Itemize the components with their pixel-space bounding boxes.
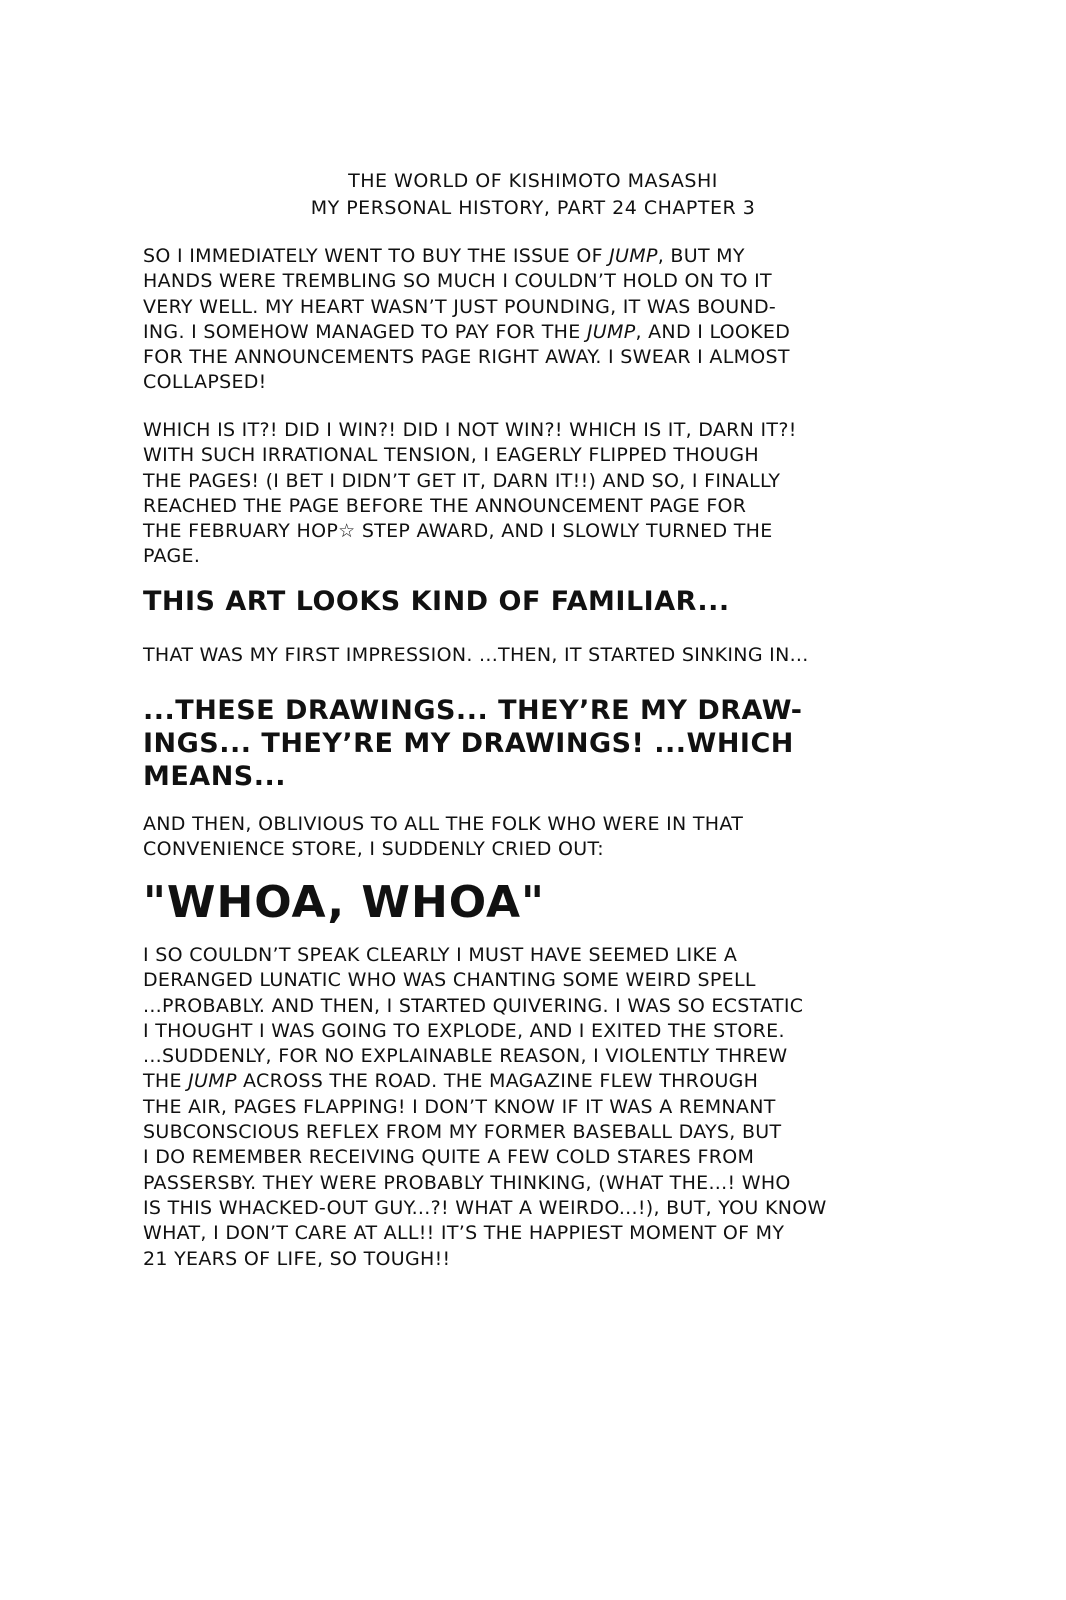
- bold-line: MEANS...: [143, 761, 287, 792]
- text-line: 21 YEARS OF LIFE, SO TOUGH!!: [143, 1247, 451, 1270]
- paragraph-4: [143, 812, 883, 863]
- paragraph-5: [143, 943, 883, 1272]
- paragraph-1: [143, 244, 883, 396]
- text-line: AND THEN, OBLIVIOUS TO ALL THE FOLK WHO WERE IN THAT: [143, 813, 744, 835]
- page-header: [0, 168, 1066, 222]
- text-line: PASSERSBY. THEY WERE PROBABLY THINKING, (WHAT THE...! WHO: [143, 1171, 791, 1194]
- text-line: THE JUMP ACROSS THE ROAD. THE MAGAZINE FLEW THROUGH: [143, 1070, 759, 1093]
- text-line: DERANGED LUNATIC WHO WAS CHANTING SOME WEIRD SPELL: [143, 969, 756, 992]
- bold-line: INGS... THEY’RE MY DRAWINGS! ...WHICH: [143, 728, 794, 759]
- text-line: WITH SUCH IRRATIONAL TENSION, I EAGERLY FLIPPED THOUGH: [143, 444, 759, 467]
- text-line: ...SUDDENLY, FOR NO EXPLAINABLE REASON, I VIOLENTLY THREW: [143, 1045, 788, 1068]
- header-title: THE WORLD OF KISHIMOTO MASASHI: [348, 170, 718, 192]
- bold-exclamation-1: THIS ART LOOKS KIND OF FAMILIAR...: [143, 586, 730, 617]
- text-line: PAGE.: [143, 545, 201, 568]
- text-line: CONVENIENCE STORE, I SUDDENLY CRIED OUT:: [143, 838, 605, 861]
- text-line: I DO REMEMBER RECEIVING QUITE A FEW COLD STARES FROM: [143, 1146, 755, 1169]
- text-line: IS THIS WHACKED-OUT GUY...?! WHAT A WEIRDO...!), BUT, YOU KNOW: [143, 1196, 827, 1219]
- text-line: THE PAGES! (I BET I DIDN’T GET IT, DARN IT!!) AND SO, I FINALLY: [143, 469, 781, 492]
- text-line: THE FEBRUARY HOP☆ STEP AWARD, AND I SLOWLY TURNED THE: [143, 520, 773, 543]
- whoa-shout: "WHOA, WHOA": [143, 877, 545, 928]
- text-line: FOR THE ANNOUNCEMENTS PAGE RIGHT AWAY. I SWEAR I ALMOST: [143, 346, 790, 369]
- header-subtitle: MY PERSONAL HISTORY, PART 24 CHAPTER 3: [310, 197, 756, 219]
- bold-exclamation-2: [143, 694, 863, 793]
- text-line: I SO COULDN’T SPEAK CLEARLY I MUST HAVE SEEMED LIKE A: [143, 944, 738, 966]
- text-line: ING. I SOMEHOW MANAGED TO PAY FOR THE JUMP, AND I LOOKED: [143, 320, 791, 343]
- text-line: THAT WAS MY FIRST IMPRESSION. ...THEN, IT STARTED SINKING IN...: [143, 644, 809, 666]
- text-line: SUBCONSCIOUS REFLEX FROM MY FORMER BASEBALL DAYS, BUT: [143, 1121, 782, 1144]
- text-line: COLLAPSED!: [143, 371, 267, 394]
- text-line: WHICH IS IT?! DID I WIN?! DID I NOT WIN?! WHICH IS IT, DARN IT?!: [143, 419, 797, 441]
- text-line: THE AIR, PAGES FLAPPING! I DON’T KNOW IF IT WAS A REMNANT: [143, 1095, 776, 1118]
- text-line: VERY WELL. MY HEART WASN’T JUST POUNDING, IT WAS BOUND-: [143, 295, 777, 318]
- text-line: ...PROBABLY. AND THEN, I STARTED QUIVERING. I WAS SO ECSTATIC: [143, 994, 804, 1017]
- text-line: REACHED THE PAGE BEFORE THE ANNOUNCEMENT PAGE FOR: [143, 494, 747, 517]
- text-line: I THOUGHT I WAS GOING TO EXPLODE, AND I EXITED THE STORE.: [143, 1019, 785, 1042]
- text-line: HANDS WERE TREMBLING SO MUCH I COULDN’T HOLD ON TO IT: [143, 270, 772, 293]
- text-line: WHAT, I DON’T CARE AT ALL!! IT’S THE HAPPIEST MOMENT OF MY: [143, 1222, 785, 1245]
- paragraph-3: [143, 643, 883, 668]
- bold-line: ...THESE DRAWINGS... THEY’RE MY DRAW-: [143, 695, 803, 726]
- paragraph-2: [143, 418, 883, 570]
- text-line: SO I IMMEDIATELY WENT TO BUY THE ISSUE OF JUMP, BUT MY: [143, 245, 745, 267]
